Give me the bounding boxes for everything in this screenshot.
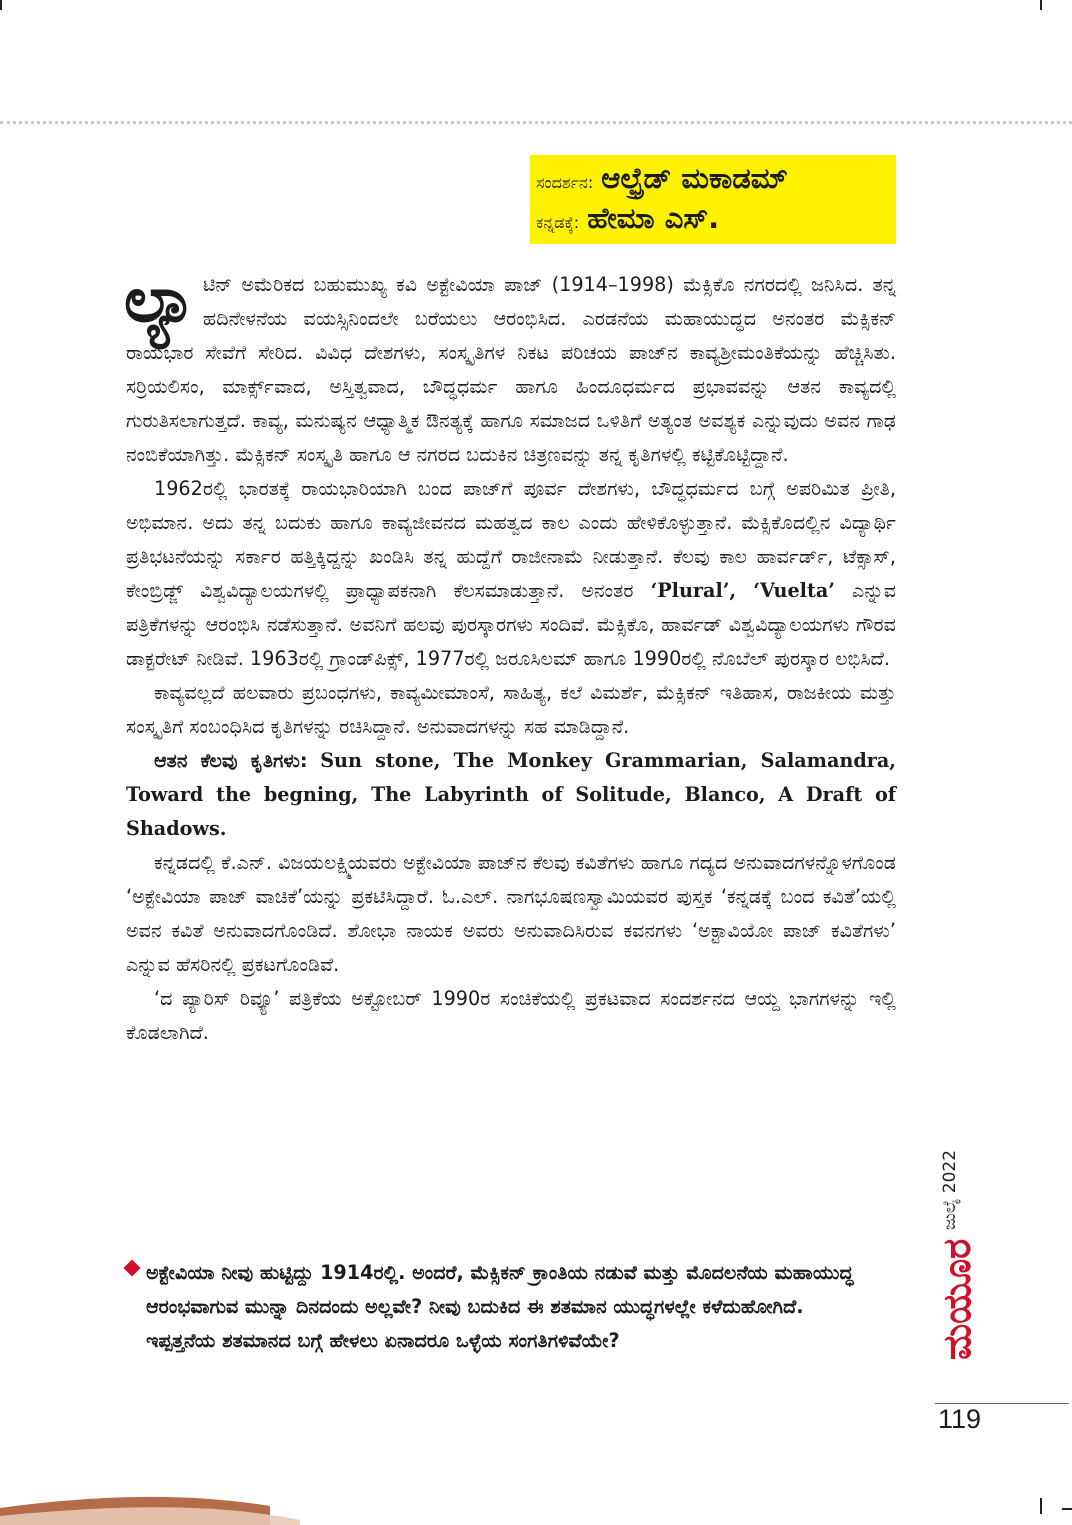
paragraph-works: ಕಾವ್ಯವಲ್ಲದೆ ಹಲವಾರು ಪ್ರಬಂಧಗಳು, ಕಾವ್ಯಮೀಮಾಂಸೆ, ಸಾಹಿತ್ಯ, ಕಲೆ ವಿಮರ್ಶೆ, ಮೆಕ್ಸಿಕನ್ ಇತಿಹಾಸ, ರಾಜಕೀಯ ಮತ್ತು ಸಂಸ್ಕೃತಿಗೆ ಸಂಬಂಧಿಸಿದ ಕೃತಿಗಳನ್ನು ರಚಿಸಿದ್ದಾನೆ. ಅನುವಾದಗಳನ್ನು ಸಹ ಮಾಡಿದ್ದಾನೆ. — [126, 681, 896, 738]
translator-label: ಕನ್ನಡಕ್ಕೆ: — [536, 213, 580, 232]
journal-plural: ‘Plural’, — [650, 579, 737, 602]
dotted-divider — [0, 121, 1072, 124]
interview-credit — [536, 161, 896, 201]
diamond-bullet-icon — [124, 1260, 141, 1277]
issue-date: ಜುಲೈ 2022 — [940, 1149, 960, 1230]
interview-label: ಸಂದರ್ಶನ: — [536, 173, 594, 192]
translator-credit — [536, 201, 896, 241]
article-body — [124, 263, 897, 1050]
translator-name: ಹೇಮಾ ಎಸ್. — [587, 201, 720, 235]
crop-mark — [0, 0, 2, 10]
paragraph-career-text-a: 1962ರಲ್ಲಿ ಭಾರತಕ್ಕೆ ರಾಯಭಾರಿಯಾಗಿ ಬಂದ ಪಾಜ್‌ಗೆ ಪೂರ್ವ ದೇಶಗಳು, ಬೌದ್ಧಧರ್ಮದ ಬಗ್ಗೆ ಅಪರಿಮಿತ ಪ್ರೀತಿ, ಅಭಿಮಾನ. ಅದು ತನ್ನ ಬದುಕು ಹಾಗೂ ಕಾವ್ಯಜೀವನದ ಮಹತ್ವದ ಕಾಲ ಎಂದು ಹೇಳಿಕೊಳ್ಳುತ್ತಾನೆ. ಮೆಕ್ಸಿಕೊದಲ್ಲಿನ ವಿದ್ಯಾರ್ಥಿ ಪ್ರತಿಭಟನೆಯನ್ನು ಸರ್ಕಾರ ಹತ್ತಿಕ್ಕಿದ್ದನ್ನು ಖಂಡಿಸಿ ತನ್ನ ಹುದ್ದೆಗೆ ರಾಜೀನಾಮೆ ನೀಡುತ್ತಾನೆ. ಕೆಲವು ಕಾಲ ಹಾರ್ವರ್ಡ್, ಟೆಕ್ಸಾಸ್, ಕೇಂಬ್ರಿಡ್ಜ್ ವಿಶ್ವವಿದ್ಯಾಲಯಗಳಲ್ಲಿ ಪ್ರಾಧ್ಯಾಪಕನಾಗಿ ಕೆಲಸಮಾಡುತ್ತಾನೆ. ಅನಂತರ — [126, 477, 896, 602]
journal-vuelta: ‘Vuelta’ — [753, 579, 835, 602]
paragraph-works-list — [126, 744, 896, 846]
credit-box — [530, 155, 896, 244]
paragraph-source: ‘ದ ಪ್ಯಾರಿಸ್ ರಿವ್ಯೂ’ ಪತ್ರಿಕೆಯ ಅಕ್ಟೋಬರ್ 1990ರ ಸಂಚಿಕೆಯಲ್ಲಿ ಪ್ರಕಟವಾದ ಸಂದರ್ಶನದ ಆಯ್ದ ಭಾಗಗಳನ್ನು ಇಲ್ಲಿ ಕೊಡಲಾಗಿದೆ. — [126, 987, 896, 1044]
decorative-swoosh — [0, 1440, 1072, 1525]
page-number: 119 — [938, 1404, 982, 1434]
crop-mark — [1040, 0, 1042, 10]
paragraph-kannada-translations: ಕನ್ನಡದಲ್ಲಿ ಕೆ.ಎನ್. ವಿಜಯಲಕ್ಷ್ಮಿಯವರು ಅಕ್ಟೇವಿಯಾ ಪಾಜ್‌ನ ಕೆಲವು ಕವಿತೆಗಳು ಹಾಗೂ ಗದ್ಯದ ಅನುವಾದಗಳನ್ನೊಳಗೊಂಡ ‘ಅಕ್ಟೇವಿಯಾ ಪಾಜ್ ವಾಚಿಕೆ’ಯನ್ನು ಪ್ರಕಟಿಸಿದ್ದಾರೆ. ಓ.ಎಲ್. ನಾಗಭೂಷಣಸ್ವಾಮಿಯವರ ಪುಸ್ತಕ ‘ಕನ್ನಡಕ್ಕೆ ಬಂದ ಕವಿತೆ’ಯಲ್ಲಿ ಅವನ ಕವಿತೆ ಅನುವಾದಗೊಂಡಿದೆ. ಶೋಭಾ ನಾಯಕ ಅವರು ಅನುವಾದಿಸಿರುವ ಕವನಗಳು ‘ಅಕ್ಟಾವಿಯೋ ಪಾಜ್ ಕವಿತೆಗಳು’ ಎನ್ನುವ ಹೆಸರಿನಲ್ಲಿ ಪ್ರಕಟಗೊಂಡಿವೆ. — [126, 851, 896, 976]
paragraph-intro-text: ಟಿನ್ ಅಮೆರಿಕದ ಬಹುಮುಖ್ಯ ಕವಿ ಅಕ್ಟೇವಿಯಾ ಪಾಜ್ (1914–1998) ಮೆಕ್ಸಿಕೊ ನಗರದಲ್ಲಿ ಜನಿಸಿದ. ತನ್ನ ಹದಿನೇಳನೆಯ ವಯಸ್ಸಿನಿಂದಲೇ ಬರೆಯಲು ಆರಂಭಿಸಿದ. ಎರಡನೆಯ ಮಹಾಯುದ್ಧದ ಅನಂತರ ಮೆಕ್ಸಿಕನ್ ರಾಯಭಾರ ಸೇವೆಗೆ ಸೇರಿದ. ವಿವಿಧ ದೇಶಗಳು, ಸಂಸ್ಕೃತಿಗಳ ನಿಕಟ ಪರಿಚಯ ಪಾಜ್‌ನ ಕಾವ್ಯಶ್ರೀಮಂತಿಕೆಯನ್ನು ಹೆಚ್ಚಿಸಿತು. ಸರ್ರಿಯಲಿಸಂ, ಮಾರ್ಕ್ಸ್‌ವಾದ, ಅಸ್ತಿತ್ವವಾದ, ಬೌದ್ಧಧರ್ಮ ಹಾಗೂ ಹಿಂದೂಧರ್ಮದ ಪ್ರಭಾವವನ್ನು ಆತನ ಕಾವ್ಯದಲ್ಲಿ ಗುರುತಿಸಲಾಗುತ್ತದೆ. ಕಾವ್ಯ, ಮನುಷ್ಯನ ಆಧ್ಯಾತ್ಮಿಕ ಔನತ್ಯಕ್ಕೆ ಹಾಗೂ ಸಮಾಜದ ಒಳಿತಿಗೆ ಅತ್ಯಂತ ಅವಶ್ಯಕ ಎನ್ನುವುದು ಅವನ ಗಾಢ ನಂಬಿಕೆಯಾಗಿತ್ತು. ಮೆಕ್ಸಿಕನ್ ಸಂಸ್ಕೃತಿ ಹಾಗೂ ಆ ನಗರದ ಬದುಕಿನ ಚಿತ್ರಣವನ್ನು ತನ್ನ ಕೃತಿಗಳಲ್ಲಿ ಕಟ್ಟಿಕೊಟ್ಟಿದ್ದಾನೆ. — [126, 273, 896, 466]
paragraph-intro — [124, 263, 896, 472]
interviewer-name: ಆಲ್ಫ್ರೆಡ್ ಮಕಾಡಮ್ — [601, 161, 788, 195]
paragraph-career — [126, 472, 896, 676]
question-text: ಅಕ್ಟೇವಿಯಾ ನೀವು ಹುಟ್ಟಿದ್ದು 1914ರಲ್ಲಿ. ಅಂದರೆ, ಮೆಕ್ಸಿಕನ್ ಕ್ರಾಂತಿಯ ನಡುವೆ ಮತ್ತು ಮೊದಲನೆಯ ಮಹಾಯುದ್ಧ ಆರಂಭವಾಗುವ ಮುನ್ನಾ ದಿನದಂದು ಅಲ್ಲವೇ? ನೀವು ಬದುಕಿದ ಈ ಶತಮಾನ ಯುದ್ಧಗಳಲ್ಲೇ ಕಳೆದುಹೋಗಿದೆ. ಇಪ್ಪತ್ತನೆಯ ಶತಮಾನದ ಬಗ್ಗೆ ಹೇಳಲು ಏನಾದರೂ ಒಳ್ಳೆಯ ಸಂಗತಿಗಳಿವೆಯೇ? — [146, 1261, 854, 1352]
drop-cap: ಲ್ಯಾ — [124, 263, 197, 337]
works-label: ಆತನ ಕೆಲವು ಕೃತಿಗಳು: — [154, 749, 308, 772]
magazine-name: ಮಯೂರ — [935, 1238, 979, 1360]
interview-question — [126, 1256, 878, 1358]
paragraph-career-text-b: ಎನ್ನುವ ಪತ್ರಿಕೆಗಳನ್ನು ಆರಂಭಿಸಿ ನಡೆಸುತ್ತಾನೆ. ಅವನಿಗೆ ಹಲವು ಪುರಸ್ಕಾರಗಳು ಸಂದಿವೆ. ಮೆಕ್ಸಿಕೊ, ಹಾರ್ವಡ್ ವಿಶ್ವವಿದ್ಯಾಲಯಗಳು ಗೌರವ ಡಾಕ್ಟರೇಟ್ ನೀಡಿವೆ. 1963ರಲ್ಲಿ ಗ್ರಾಂಡ್‌ಪಿಕ್ಸ್, 1977ರಲ್ಲಿ ಜರೂಸಿಲಮ್ ಹಾಗೂ 1990ರಲ್ಲಿ ನೊಬೆಲ್ ಪುರಸ್ಕಾರ ಲಭಿಸಿದೆ. — [126, 579, 897, 670]
works-titles: Sun stone, The Monkey Grammarian, Salamandra, Toward the begning, The Labyrinth of Solitude, Blanco, A Draft of Shadows. — [126, 749, 896, 840]
